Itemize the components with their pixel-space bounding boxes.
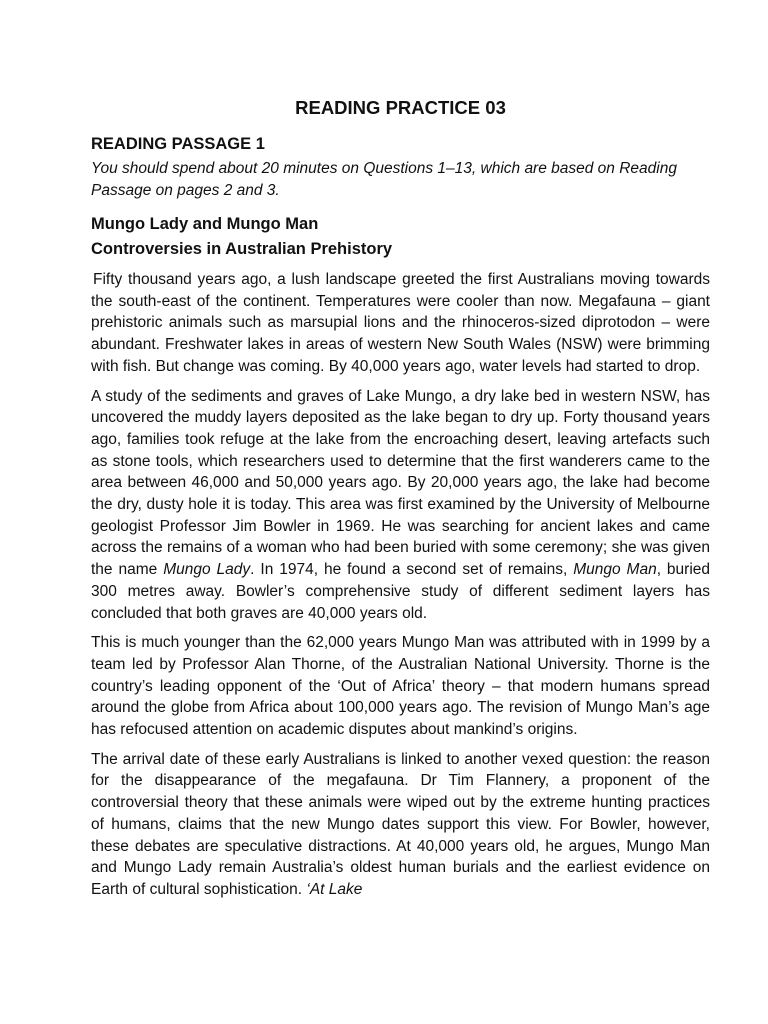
paragraph-2 <box>91 386 710 625</box>
paragraph-3: This is much younger than the 62,000 years Mungo Man was attributed with in 1999 by a team led by Professor Alan Thorne, of the Australian National University. Thorne is the country’s leading opponent of the ‘Out of Africa’ theory – that modern humans spread around the globe from Africa about 100,000 years ago. The revision of Mungo Man’s age has refocused attention on academic disputes about mankind’s origins. <box>91 634 710 739</box>
passage-label: READING PASSAGE 1 <box>91 135 265 153</box>
article-title-line1: Mungo Lady and Mungo Man <box>91 215 319 233</box>
paragraph-4-text: The arrival date of these early Australians is linked to another vexed question: the reason for the disappearance of the megafauna. Dr Tim Flannery, a proponent of the controversial theory that these animals were wiped out by the extreme hunting practices of humans, claims that the new Mungo dates support this view. For Bowler, however, these debates are speculative distractions. At 40,000 years old, he argues, Mungo Man and Mungo Lady remain Australia’s oldest human burials and the earliest evidence on Earth of cultural sophistication. <box>91 750 710 898</box>
paragraph-2-text-a: A study of the sediments and graves of Lake Mungo, a dry lake bed in western NSW, has uncovered the muddy layers deposited as the lake began to dry up. Forty thousand years ago, families took refuge at the lake from the encroaching desert, leaving artefacts such as stone tools, which researchers used to determine that the first wanderers came to the area between 46,000 and 50,000 years ago. By 20,000 years ago, the lake had become the dry, dusty hole it is today. This area was first examined by the University of Melbourne geologist Professor Jim Bowler in 1969. He was searching for ancient lakes and came across the remains of a woman who had been buried with some ceremony; she was given the name <box>91 387 710 579</box>
paragraph-1: Fifty thousand years ago, a lush landscape greeted the first Australians moving towards the south-east of the continent. Temperatures were cooler than now. Megafauna – giant prehistoric animals such as marsupial lions and the rhinoceros-sized diprotodon – were abundant. Freshwater lakes in areas of western New South Wales (NSW) were brimming with fish. But change was coming. By 40,000 years ago, water levels had started to drop. <box>91 271 710 375</box>
mungo-lady-name: Mungo Lady <box>163 561 251 579</box>
mungo-man-name: Mungo Man <box>573 561 657 579</box>
article-title <box>91 212 710 262</box>
paragraph-2-text-c: , buried 300 metres away. Bowler’s comprehensive study of different sediment layers has concluded that both graves are 40,000 years old. <box>91 561 711 622</box>
document-page <box>91 96 710 909</box>
paragraph-4 <box>91 749 710 901</box>
page-title: READING PRACTICE 03 <box>295 97 506 118</box>
paragraph-4-italic-tail: ‘At Lake <box>306 880 363 898</box>
paragraph-2-text-b: . In 1974, he found a second set of remains, <box>250 561 574 579</box>
article-title-line2: Controversies in Australian Prehistory <box>91 240 393 258</box>
instructions-text: You should spend about 20 minutes on Questions 1–13, which are based on Reading Passage on pages 2 and 3. <box>91 160 677 199</box>
